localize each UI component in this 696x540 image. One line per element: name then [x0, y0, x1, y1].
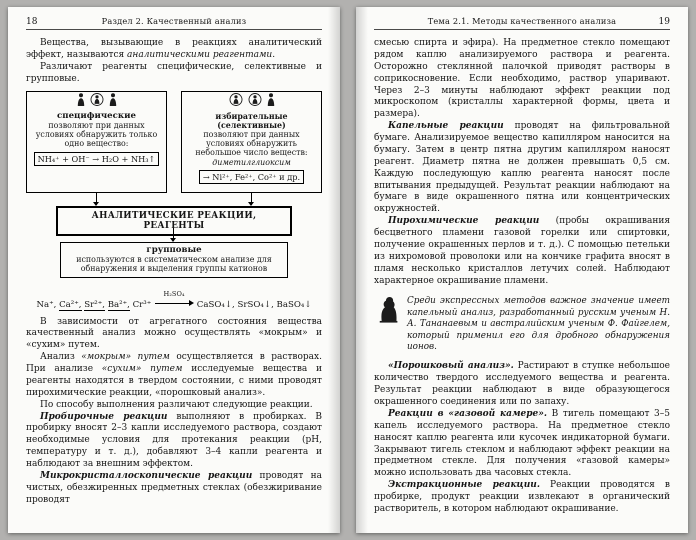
paragraph-text: осуществляется в растворах. При анализе: [26, 352, 322, 374]
paragraph-text: выполняют в пробирках. В пробирку вносят 2–3 капли исследуемого раствора, создают необходимые условия для протекания реакции (pH, температуру и т. д.), добавляют 3–4 капли реагента и наблюдают за внешним эффектом.: [26, 411, 322, 469]
selective-reagents-box: [181, 91, 322, 193]
group-description: используются в систематическом анализе для обнаружения и выделения группы катионов: [76, 255, 272, 274]
paragraph-drop-reactions: [374, 121, 670, 216]
paragraph-lead: Микрокристаллоскопические реакции: [40, 470, 253, 481]
paragraph-reagents-def: [26, 38, 322, 62]
connector-arrow-left: [96, 193, 97, 205]
section-title-right: Тема 2.1. Методы качественного анализа: [427, 16, 617, 26]
paragraph-powder-analysis: [374, 361, 670, 409]
page-number-left: 18: [26, 17, 38, 27]
paragraph-continuation: смесью спирта и эфира). На предметное стекло помещают рядом каплю анализируемого раствора и реагента. Осторожно стеклянной палочкой приводят растворы в соприкосновение. Если необходимо, раствор упаривают. Через 2–3 минуты наблюдают эффект реакции под микроскопом (кристаллы характерной формы, цвета и размера).: [374, 38, 670, 120]
thinker-icon: [374, 296, 400, 323]
central-concept-box: АНАЛИТИЧЕСКИЕ РЕАКЦИИ, РЕАГЕНТЫ: [56, 206, 292, 236]
note-text: Среди экспрессных методов важное значение имеет капельный анализ, разработанный русским ученым Н. А. Тананаевым и австралийским ученым Ф. Файгелем, который применил его для дробного обнаружения ионов.: [407, 296, 670, 353]
paragraph-text: Растирают в ступке небольшое количество твердого исследуемого вещества и реагента. Результат реакции наблюдают в виде образующегося окрашенного соединения или по запаху.: [374, 361, 671, 408]
group-reaction-equation: [26, 290, 322, 310]
running-head-right: [374, 16, 670, 30]
selective-description: позволяют при данных условиях обнаружить небольшое число веществ:: [195, 129, 308, 157]
paragraph-wet-dry-detail: [26, 352, 322, 400]
page-left-content: [8, 7, 340, 533]
person-icon: [267, 91, 275, 110]
connector-arrow-right: [251, 193, 252, 205]
reaction-arrow: [155, 290, 193, 307]
equation-ion-underlined: Ba²⁺,: [107, 299, 130, 310]
paragraph-text: проводят на фильтровальной бумаге. Анализируемое вещество капилляром наносится на бумагу. Затем в центр пятна другим капилляром наносят реагент. Диаметр пятна не должен превышать 0,5 см. Каждую последующую каплю реагента наносят после впитывания предыдущей. Результат реакции наблюдают на бумаге в виде окрашенного пятна или концентрических окружностей.: [374, 121, 670, 215]
paragraph-text: Анализ: [40, 352, 82, 363]
group-title: групповые: [146, 244, 202, 255]
person-circled-icon: [248, 91, 262, 110]
reaction-arrow-shaft: [155, 303, 191, 304]
page-left: [8, 7, 340, 533]
paragraph-reagent-kinds: Различают реагенты специфические, селективные и групповые.: [26, 61, 322, 84]
paragraph-test-tube-reactions: [26, 412, 322, 471]
equation-ion-underlined: Sr²⁺,: [84, 299, 105, 310]
person-icons-specific: [31, 95, 162, 110]
paragraph-lead: Реакции в «газовой камере».: [388, 408, 548, 419]
reaction-condition-label: H₂SO₄: [163, 290, 185, 298]
paragraph-lead: Пробирочные реакции: [40, 411, 168, 422]
equation-ions: Cr³⁺: [132, 299, 152, 310]
reagents-diagram: [26, 91, 322, 288]
paragraph-lead: Пирохимические реакции: [388, 216, 540, 227]
selective-title: избирательные (селективные): [215, 111, 288, 130]
person-icon: [77, 91, 85, 110]
selective-reagent-name: диметилглиоксим: [212, 158, 291, 168]
paragraph-text: проводят на чистых, обезжиренных предметных стеклах (обезжиривание проводят: [26, 470, 322, 505]
paragraph-methods-intro: По способу выполнения различают следующие реакции.: [40, 399, 313, 410]
paragraph-text: (пробы окрашивания бесцветного пламени газовой горелки или спиртовки, получение окрашенных перлов и т. д.). С помощью петельки из нихромовой проволоки или на кончике графита вносят в пламя несколько кристаллов летучих солей. Наблюдают характерное окрашивание пламени.: [374, 216, 670, 286]
equation-ions: Na⁺,: [36, 299, 57, 310]
equation-ion-underlined: Ca²⁺,: [59, 299, 82, 310]
equation-products: CaSO₄↓, SrSO₄↓, BaSO₄↓: [196, 299, 312, 310]
paragraph-text-italic: аналитическими реагентами.: [127, 49, 276, 60]
section-title-left: Раздел 2. Качественный анализ: [101, 16, 247, 26]
page-right-content: [356, 7, 688, 533]
running-head-left: [26, 16, 322, 30]
connector-arrow-down: [173, 228, 174, 241]
paragraph-extraction: [374, 480, 670, 516]
group-reagents-box: [60, 242, 288, 279]
page-number-right: 19: [658, 17, 670, 27]
paragraph-lead: «Порошковый анализ».: [388, 361, 514, 372]
paragraph-lead: Капельные реакции: [388, 121, 504, 132]
specific-reagents-box: [26, 91, 167, 193]
paragraph-text: Вещества, вызывающие в реакциях аналитический эффект, называются: [26, 38, 322, 60]
person-circled-icon: [90, 91, 104, 110]
specific-description: позволяют при данных условиях обнаружить только одно вещество:: [35, 121, 158, 149]
paragraph-text: В тигель помещают 3–5 капель исследуемого раствора. На предметное стекло наносят каплю реагента или кусочек индикаторной бумаги. Закрывают тигель стеклом и наблюдают эффект реакции на предметном стекле. Для получения «газовой камеры» можно использовать два часовых стекла.: [374, 408, 671, 479]
person-circled-icon: [229, 91, 243, 110]
paragraph-microcrystalloscopic: [26, 471, 322, 507]
paragraph-text-italic: «мокрым» путем: [81, 352, 170, 363]
paragraph-text-italic: «сухим» путем: [101, 364, 183, 374]
page-right: [356, 7, 688, 533]
paragraph-pyrochemical: [374, 216, 670, 287]
specific-title: специфические: [57, 110, 136, 121]
specific-formula: NH₄⁺ + OH⁻ → H₂O + NH₃↑: [34, 152, 160, 166]
paragraph-lead: Экстракционные реакции.: [388, 480, 540, 491]
paragraph-text: Реакции проводятся в пробирке, продукт реакции извлекают в органический растворитель, в котором наблюдают окрашивание.: [374, 480, 670, 514]
person-icon: [109, 91, 117, 110]
person-icons-selective: [186, 95, 317, 110]
paragraph-gas-chamber: [374, 409, 670, 480]
paragraph-wet-dry: В зависимости от агрегатного состояния вещества качественный анализ можно осуществлять «мокрым» и «сухим» путем.: [26, 316, 322, 351]
paragraph-text: исследуемые вещества и реагенты находятся в твердом состоянии, с ними проводят пирохимические реакции, «порошковый анализ».: [26, 364, 322, 398]
historical-note: [374, 296, 670, 353]
selective-formula: → Ni²⁺, Fe²⁺, Co²⁺ и др.: [199, 170, 304, 184]
